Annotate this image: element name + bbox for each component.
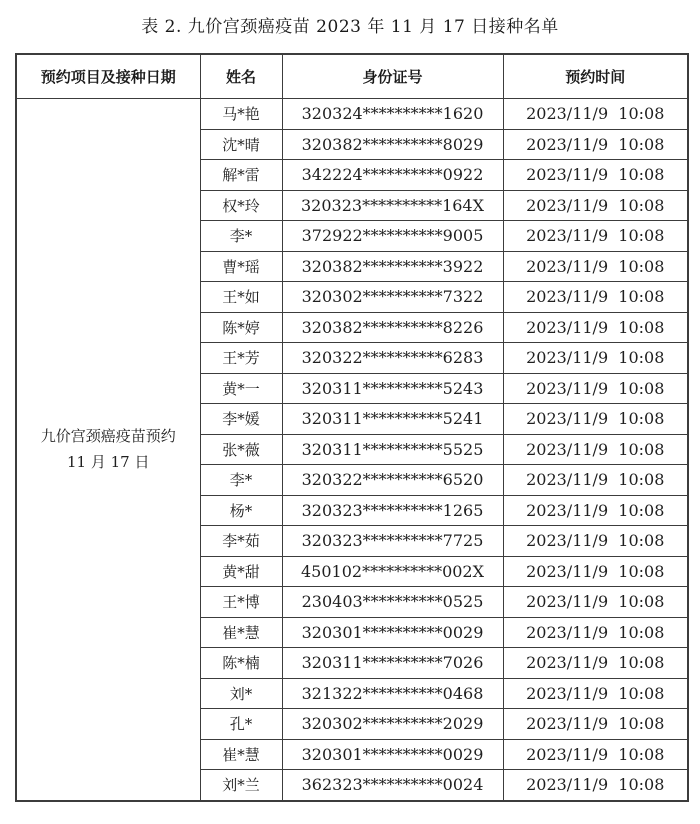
id-cell: 320311**********5241 bbox=[282, 404, 503, 435]
name-cell: 刘* bbox=[200, 678, 282, 709]
project-cell bbox=[16, 99, 200, 801]
name-cell: 陈*楠 bbox=[200, 648, 282, 679]
time-cell: 2023/11/9 10:08 bbox=[503, 465, 688, 496]
name-cell: 李* bbox=[200, 221, 282, 252]
id-cell: 320323**********1265 bbox=[282, 495, 503, 526]
name-cell: 王*芳 bbox=[200, 343, 282, 374]
time-cell: 2023/11/9 10:08 bbox=[503, 495, 688, 526]
id-cell: 320382**********3922 bbox=[282, 251, 503, 282]
header-appointment-time: 预约时间 bbox=[503, 54, 688, 99]
time-cell: 2023/11/9 10:08 bbox=[503, 373, 688, 404]
id-cell: 320323**********164X bbox=[282, 190, 503, 221]
vaccination-roster-table bbox=[15, 53, 689, 802]
id-cell: 320311**********5243 bbox=[282, 373, 503, 404]
name-cell: 刘*兰 bbox=[200, 770, 282, 801]
name-cell: 黄*一 bbox=[200, 373, 282, 404]
name-cell: 孔* bbox=[200, 709, 282, 740]
time-cell: 2023/11/9 10:08 bbox=[503, 587, 688, 618]
id-cell: 320323**********7725 bbox=[282, 526, 503, 557]
id-cell: 320311**********5525 bbox=[282, 434, 503, 465]
project-line-1: 九价宫颈癌疫苗预约 bbox=[40, 427, 176, 446]
id-cell: 320322**********6283 bbox=[282, 343, 503, 374]
name-cell: 李*媛 bbox=[200, 404, 282, 435]
time-cell: 2023/11/9 10:08 bbox=[503, 617, 688, 648]
time-cell: 2023/11/9 10:08 bbox=[503, 678, 688, 709]
time-cell: 2023/11/9 10:08 bbox=[503, 160, 688, 191]
time-cell: 2023/11/9 10:08 bbox=[503, 709, 688, 740]
id-cell: 450102**********002X bbox=[282, 556, 503, 587]
name-cell: 权*玲 bbox=[200, 190, 282, 221]
name-cell: 陈*婷 bbox=[200, 312, 282, 343]
project-line-2: 11 月 17 日 bbox=[67, 453, 150, 472]
time-cell: 2023/11/9 10:08 bbox=[503, 526, 688, 557]
id-cell: 342224**********0922 bbox=[282, 160, 503, 191]
header-name: 姓名 bbox=[200, 54, 282, 99]
id-cell: 321322**********0468 bbox=[282, 678, 503, 709]
name-cell: 李* bbox=[200, 465, 282, 496]
time-cell: 2023/11/9 10:08 bbox=[503, 434, 688, 465]
time-cell: 2023/11/9 10:08 bbox=[503, 129, 688, 160]
name-cell: 马*艳 bbox=[200, 99, 282, 130]
name-cell: 崔*慧 bbox=[200, 739, 282, 770]
name-cell: 王*博 bbox=[200, 587, 282, 618]
time-cell: 2023/11/9 10:08 bbox=[503, 282, 688, 313]
time-cell: 2023/11/9 10:08 bbox=[503, 556, 688, 587]
name-cell: 曹*瑶 bbox=[200, 251, 282, 282]
time-cell: 2023/11/9 10:08 bbox=[503, 190, 688, 221]
header-row bbox=[16, 54, 688, 99]
name-cell: 崔*慧 bbox=[200, 617, 282, 648]
header-id-number: 身份证号 bbox=[282, 54, 503, 99]
id-cell: 320382**********8226 bbox=[282, 312, 503, 343]
time-cell: 2023/11/9 10:08 bbox=[503, 648, 688, 679]
name-cell: 解*雷 bbox=[200, 160, 282, 191]
time-cell: 2023/11/9 10:08 bbox=[503, 343, 688, 374]
id-cell: 320311**********7026 bbox=[282, 648, 503, 679]
name-cell: 黄*甜 bbox=[200, 556, 282, 587]
time-cell: 2023/11/9 10:08 bbox=[503, 251, 688, 282]
name-cell: 杨* bbox=[200, 495, 282, 526]
id-cell: 320302**********7322 bbox=[282, 282, 503, 313]
table-row bbox=[16, 99, 688, 130]
id-cell: 372922**********9005 bbox=[282, 221, 503, 252]
name-cell: 李*茹 bbox=[200, 526, 282, 557]
document-title: 表 2. 九价宫颈癌疫苗 2023 年 11 月 17 日接种名单 bbox=[141, 17, 559, 37]
id-cell: 320322**********6520 bbox=[282, 465, 503, 496]
id-cell: 320301**********0029 bbox=[282, 617, 503, 648]
time-cell: 2023/11/9 10:08 bbox=[503, 404, 688, 435]
id-cell: 320324**********1620 bbox=[282, 99, 503, 130]
time-cell: 2023/11/9 10:08 bbox=[503, 99, 688, 130]
time-cell: 2023/11/9 10:08 bbox=[503, 221, 688, 252]
id-cell: 320382**********8029 bbox=[282, 129, 503, 160]
id-cell: 320302**********2029 bbox=[282, 709, 503, 740]
id-cell: 362323**********0024 bbox=[282, 770, 503, 801]
name-cell: 王*如 bbox=[200, 282, 282, 313]
id-cell: 230403**********0525 bbox=[282, 587, 503, 618]
name-cell: 张*薇 bbox=[200, 434, 282, 465]
time-cell: 2023/11/9 10:08 bbox=[503, 739, 688, 770]
time-cell: 2023/11/9 10:08 bbox=[503, 770, 688, 801]
id-cell: 320301**********0029 bbox=[282, 739, 503, 770]
time-cell: 2023/11/9 10:08 bbox=[503, 312, 688, 343]
name-cell: 沈*晴 bbox=[200, 129, 282, 160]
header-project: 预约项目及接种日期 bbox=[16, 54, 200, 99]
